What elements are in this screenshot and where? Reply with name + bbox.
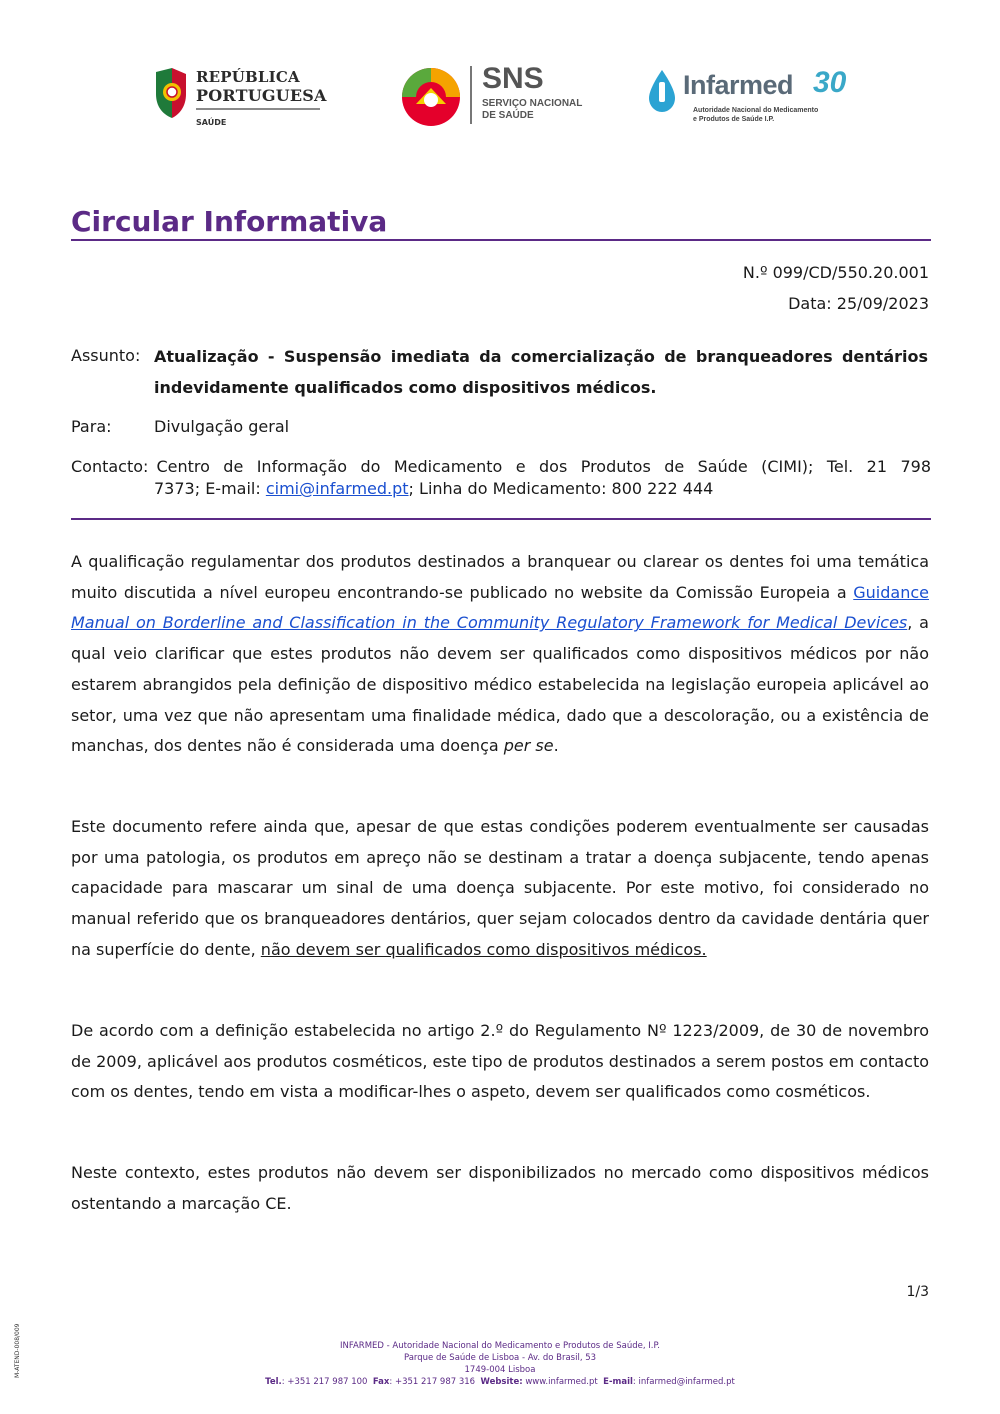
infarmed-name: Infarmed (683, 70, 794, 100)
footer-line1: INFARMED - Autoridade Nacional do Medicamento e Produtos de Saúde, I.P. (340, 1341, 660, 1351)
footer-web[interactable]: www.infarmed.pt (522, 1377, 598, 1387)
p1-end: . (553, 736, 559, 756)
p2-underlined: não devem ser qualificados como dispositivos médicos. (260, 939, 707, 959)
footer-email[interactable]: : infarmed@infarmed.pt (632, 1377, 735, 1387)
republica-portuguesa-logo (152, 62, 327, 132)
infarmed-drop-icon (645, 68, 679, 114)
recipients-value: Divulgação geral (154, 417, 290, 436)
footer (0, 1340, 1000, 1388)
p2-text: Este documento refere ainda que, apesar de que estas condições poderem eventualmente ser causadas por uma patologia, os produtos em apreço não se destinam a tratar a doença subjacente, tendo apenas capacidade para mascarar um sinal de uma doença subjacente. Por este motivo, foi considerado no manual referido que os branqueadores dentários, quer sejam colocados dentro da cavidade dentária quer na superfície do dente, (71, 817, 929, 959)
contact-label: Contacto: (71, 457, 149, 476)
header-rule (71, 518, 931, 520)
contact-line2 (71, 478, 931, 500)
contact-line2-end: ; Linha do Medicamento: 800 222 444 (408, 479, 714, 498)
footer-fax: : +351 217 987 316 (389, 1377, 476, 1387)
circular-number: N.º 099/CD/550.20.001 (742, 263, 929, 282)
sns-logo (400, 62, 590, 132)
sns-sub-line2: DE SAÚDE (482, 110, 534, 121)
infarmed-subtitle (693, 106, 818, 124)
subject-label: Assunto: (71, 346, 141, 365)
p1-after: , a qual veio clarificar que estes produtos não devem ser qualificados como dispositivos médicos por não estarem abrangidos pela definição de dispositivo médico estabelecida na legislação europeia aplicável ao setor, uma vez que não apresentam uma finalidade médica, dado que a descoloração, ou a existência de manchas, dos dentes não é considerada uma doença (71, 613, 929, 756)
sns-subtitle (482, 98, 582, 122)
circular-date: Data: 25/09/2023 (788, 294, 929, 313)
footer-fax-label: Fax (372, 1377, 390, 1387)
infarmed-sub-line1: Autoridade Nacional do Medicamento (693, 107, 819, 114)
contact-line1-text: Centro de Informação do Medicamento e dos Produtos de Saúde (CIMI); Tel. 21 798 (156, 457, 931, 476)
footer-email-label: E-mail (603, 1377, 633, 1387)
sns-emblem-icon (400, 66, 462, 128)
republica-line3: SAÚDE (196, 118, 227, 127)
recipients-label: Para: (71, 417, 112, 436)
footer-tel: : +351 217 987 100 (281, 1377, 368, 1387)
p1-link-plain: Guidance (853, 582, 929, 602)
contact-block (71, 456, 931, 500)
paragraph-1 (71, 547, 929, 762)
header-logos (0, 62, 1000, 142)
coat-of-arms-icon (152, 68, 188, 118)
sns-sub-line1: SERVIÇO NACIONAL (482, 98, 583, 109)
p1-before: A qualificação regulamentar dos produtos destinados a branquear ou clarear os dentes foi uma temática muito discutida a nível europeu encontrando-se publicado no website da Comissão Europeia a (71, 552, 929, 602)
p1-italic-end: per se (503, 736, 554, 756)
contact-line2-start: 7373; E-mail: (154, 479, 266, 498)
paragraph-2 (71, 812, 929, 966)
page-title: Circular Informativa (71, 205, 388, 238)
title-rule (71, 239, 931, 241)
infarmed-sub-line2: e Produtos de Saúde I.P. (693, 116, 775, 123)
footer-line4 (0, 1376, 1000, 1388)
footer-tel-label: Tel. (265, 1377, 282, 1387)
side-code: M-ATEND-008/009 (14, 1323, 21, 1378)
contact-email-link[interactable]: cimi@infarmed.pt (265, 479, 409, 498)
p1-link-italic: Manual on Borderline and Classification in the Community Regulatory Framework for Medical Devices (71, 613, 908, 633)
footer-line2: Parque de Saúde de Lisboa - Av. do Brasil, 53 (403, 1353, 597, 1363)
page-number: 1/3 (906, 1284, 929, 1300)
republica-line2: PORTUGUESA (196, 86, 327, 105)
infarmed-logo (645, 62, 855, 132)
republica-divider (196, 108, 320, 110)
republica-line1: REPÚBLICA (196, 68, 300, 86)
contact-line1 (71, 456, 931, 478)
sns-title: SNS (482, 62, 544, 95)
footer-web-label: Website: (480, 1377, 523, 1387)
subject-text: Atualização - Suspensão imediata da comercialização de branqueadores dentários indevidamente qualificados como dispositivos médicos. (154, 347, 928, 397)
paragraph-4: Neste contexto, estes produtos não devem ser disponibilizados no mercado como dispositivos médicos ostentando a marcação CE. (71, 1163, 929, 1213)
footer-line3: 1749-004 Lisboa (464, 1365, 536, 1375)
sns-divider (470, 66, 472, 124)
infarmed-30-badge: 30 (813, 66, 847, 99)
paragraph-3: De acordo com a definição estabelecida no artigo 2.º do Regulamento Nº 1223/2009, de 30 de novembro de 2009, aplicável aos produtos cosméticos, este tipo de produtos destinados a serem postos em contacto com os dentes, tendo em vista a modificar-lhes o aspeto, devem ser qualificados como cosméticos. (71, 1021, 929, 1102)
